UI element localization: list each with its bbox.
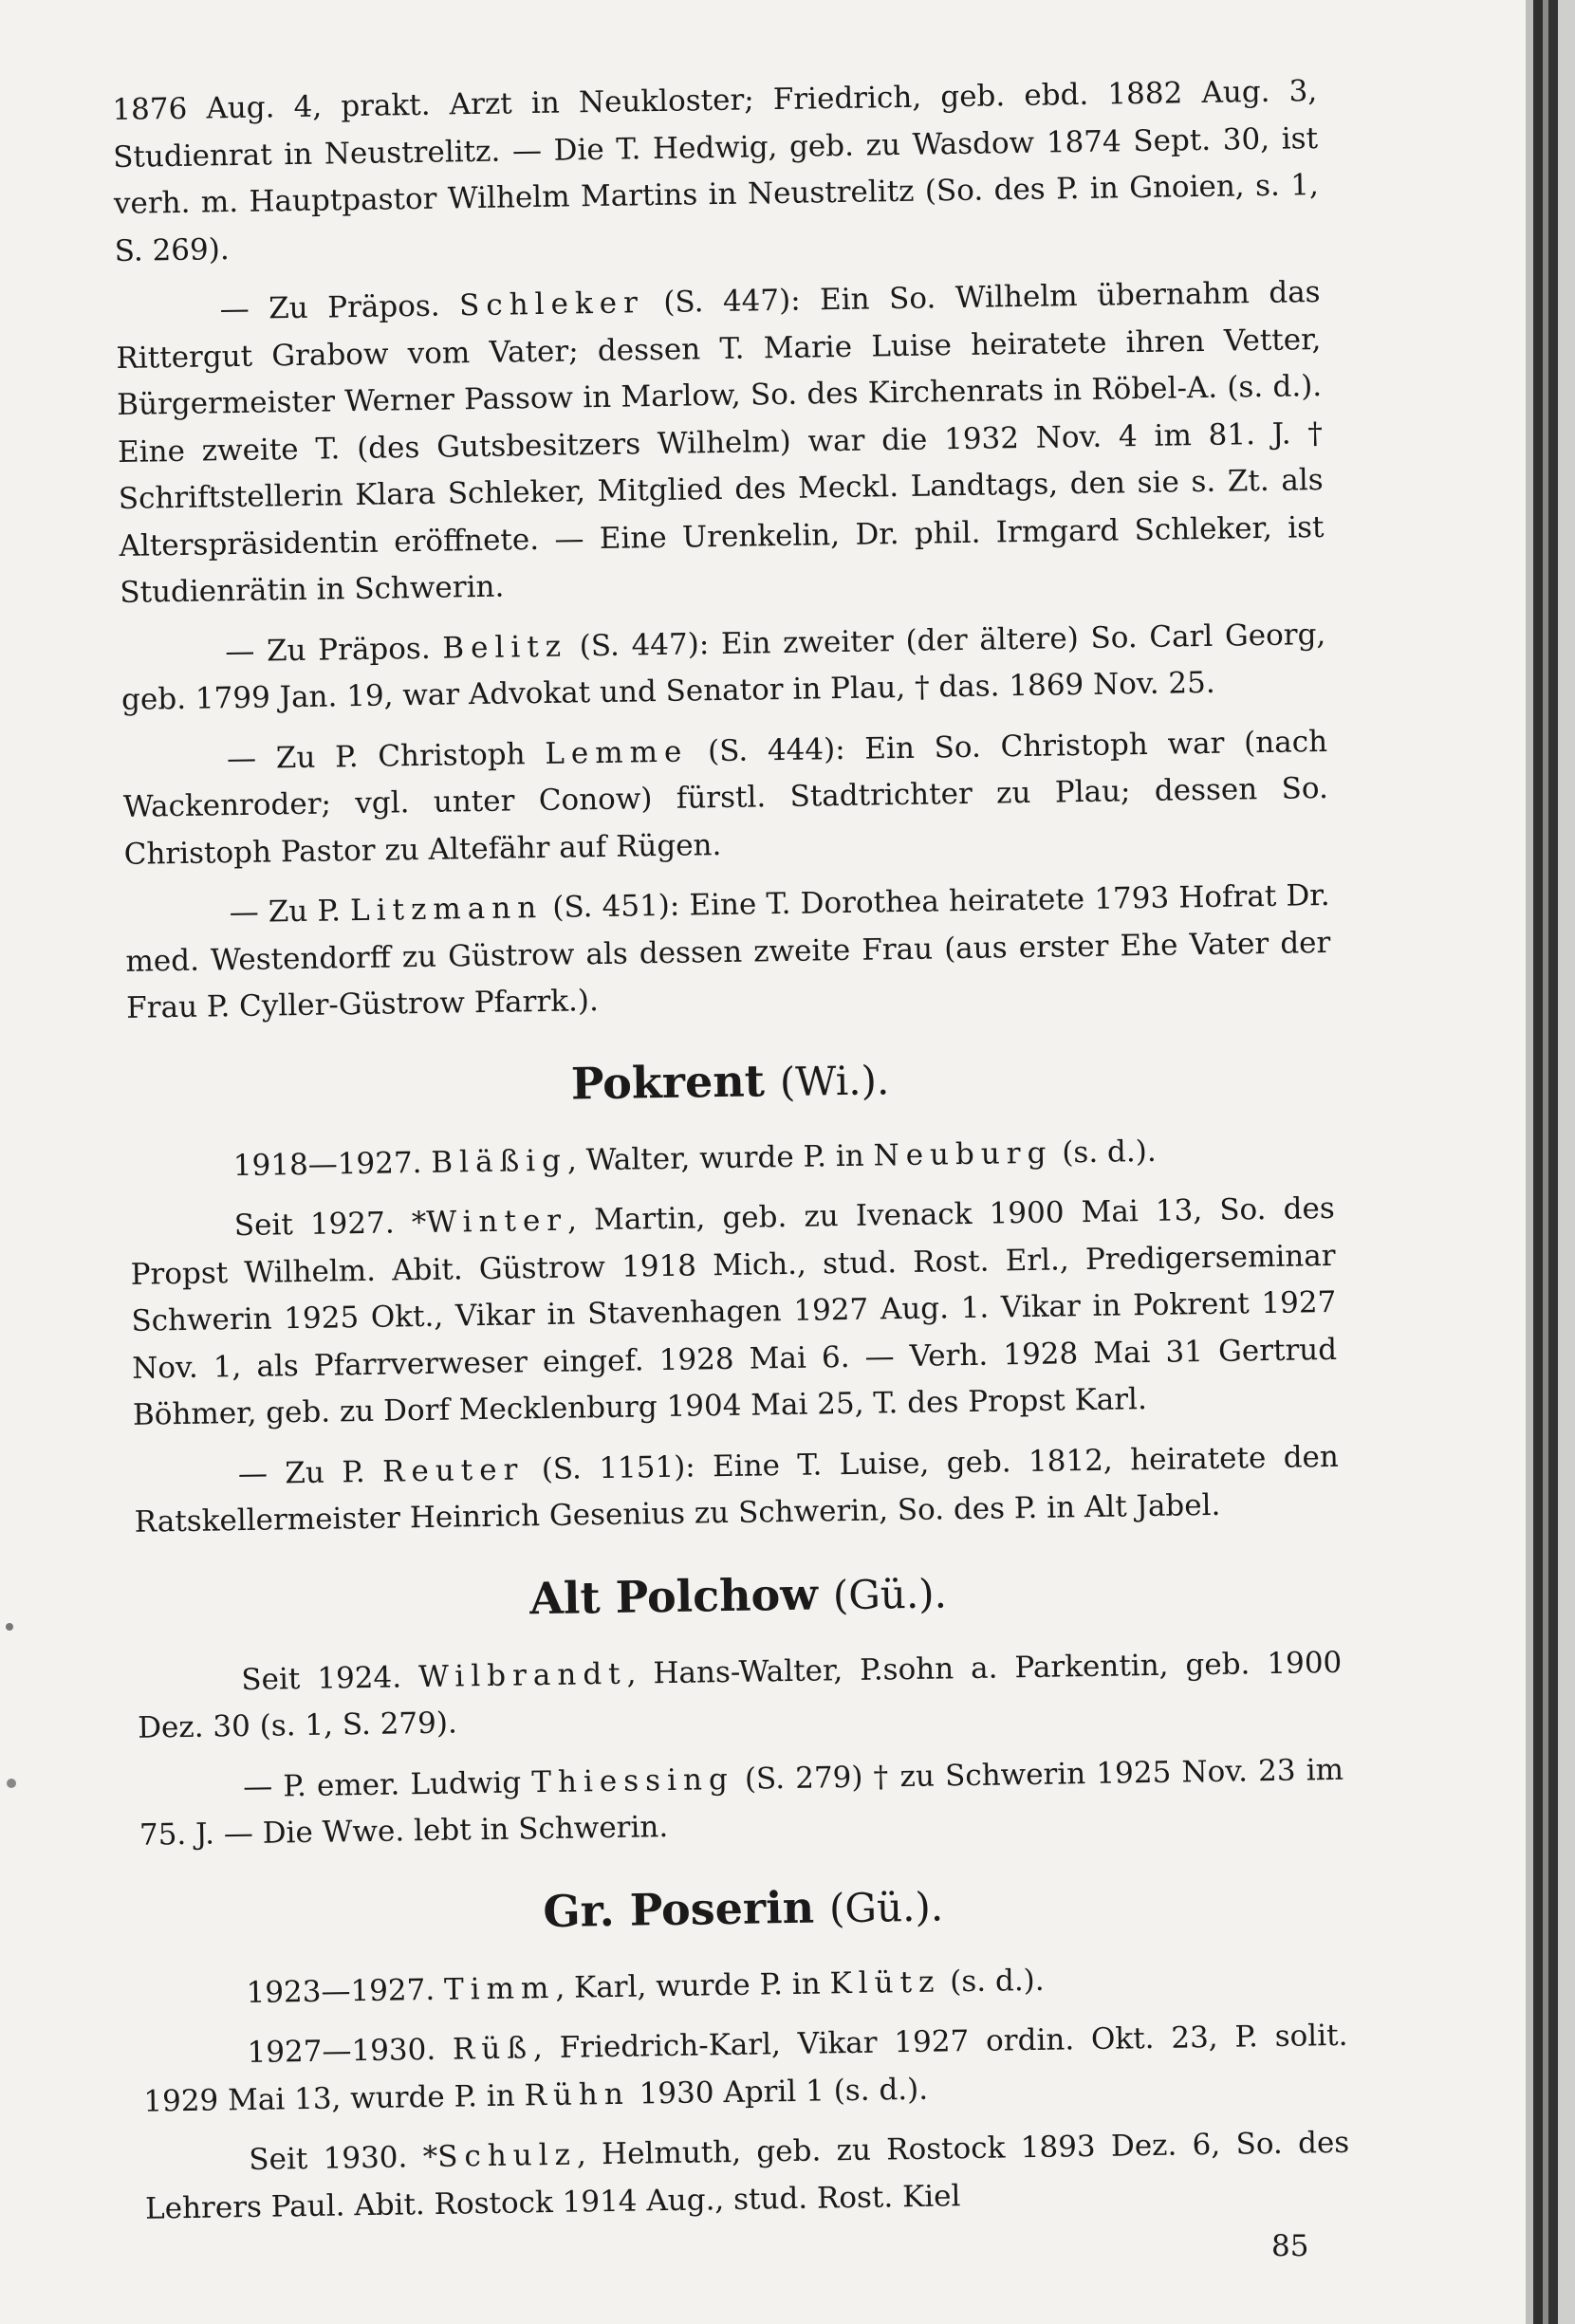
text-run: 1923—1927.	[246, 1972, 445, 2010]
text-run: 1876 Aug. 4, prakt. Arzt in Neukloster; Friedrich, geb. ebd. 1882 Aug. 3, Studienrat in Neustrelitz. — Die T. Hedwig, geb. zu Wasdow 1874 Sept. 30, ist verh. m. Hauptpastor Wilhelm Martins in Neustrelitz (So. des P. in Gnoien, s. 1, S. 269).	[112, 74, 1320, 268]
text-run: Seit 1924.	[241, 1659, 419, 1697]
text-run: — Zu P.	[237, 1454, 383, 1491]
text-run: (s. d.).	[940, 1963, 1045, 2000]
spaced-name: Klütz	[829, 1964, 941, 2001]
text-run: — Zu P. Christoph	[226, 736, 546, 776]
spaced-name: Neuburg	[873, 1135, 1053, 1173]
text-run: 1918—1927.	[232, 1145, 432, 1183]
text-run: (S. 447): Ein So. Wilhelm übernahm das Rittergut Grabow vom Vater; dessen T. Marie Luise heiratete ihren Vetter, Bürgermeister Werner Passow in Marlow, So. des Kirchenrats in Röbel-A. (s. d.). Eine zweite T. (des Gutsbesitzers Wilhelm) war die 1932 Nov. 4 im 81. J. † Schriftstellerin Klara Schleker, Mitglied des Meckl. Landtags, den sie s. Zt. als Alterspräsidentin eröffnete. — Eine Urenkelin, Dr. phil. Irmgard Schleker, ist Studienrätin in Schwerin.	[116, 275, 1325, 610]
text-run: 1927—1930.	[247, 2032, 454, 2071]
text-run: (S. 447): Ein zweiter (der ältere) So. Carl Georg, geb. 1799 Jan. 19, war Advokat und Senator in Plau, † das. 1869 Nov. 25.	[120, 617, 1326, 717]
spaced-name: Winter	[426, 1203, 568, 1240]
text-run: — Zu Präpos.	[225, 631, 443, 669]
spaced-name: Belitz	[442, 629, 568, 666]
text-run: (S. 279) † zu Schwerin 1925 Nov. 23 im 75. J. — Die Wwe. lebt in Schwerin.	[139, 1752, 1344, 1853]
spaced-name: Schulz	[436, 2137, 578, 2174]
text-run: (s. d.).	[1052, 1134, 1157, 1171]
spaced-name: Wilbrandt	[417, 1656, 627, 1694]
spaced-name: Reuter	[381, 1451, 525, 1489]
text-run: , Martin, geb. zu Ivenack 1900 Mai 13, So. des Propst Wilhelm. Abit. Güstrow 1918 Mich., stud. Rost. Erl., Predigerseminar Schwerin 1925 Okt., Vikar in Stavenhagen 1927 Aug. 1. Vikar in Pokrent 1927 Nov. 1, als Pfarrverweser eingef. 1928 Mai 6. — Verh. 1928 Mai 31 Gertrud Böhmer, geb. zu Dorf Mecklenburg 1904 Mai 25, T. des Propst Karl.	[130, 1190, 1338, 1432]
text-run: , Friedrich-Karl, Vikar 1927 ordin. Okt. 23, P. solit. 1929 Mai 13, wurde P. in	[143, 2018, 1348, 2119]
page-edge	[1558, 0, 1575, 2324]
heading-region: (Wi.).	[779, 1056, 890, 1105]
spaced-name: Thiessing	[531, 1761, 735, 1799]
text-run: , Karl, wurde P. in	[555, 1965, 830, 2005]
heading-name: Alt Polchow	[528, 1568, 819, 1624]
heading-region: (Gü.).	[828, 1882, 944, 1931]
text-run: , Hans-Walter, P.sohn a. Parkentin, geb. 1900 Dez. 30 (s. 1, S. 279).	[137, 1645, 1343, 1745]
spaced-name: Timm	[443, 1970, 556, 2007]
text-run: — Zu Präpos.	[219, 288, 460, 327]
spaced-name: Rühn	[524, 2076, 631, 2112]
text-run: — P. emer. Ludwig	[242, 1764, 532, 1804]
text-run: Seit 1927. *	[233, 1205, 427, 1244]
heading-region: (Gü.).	[832, 1569, 948, 1618]
page-edge	[1526, 0, 1533, 2324]
heading-name: Pokrent	[570, 1054, 766, 1110]
spaced-name: Bläßig	[431, 1143, 568, 1180]
text-run: , Helmuth, geb. zu Rostock 1893 Dez. 6, So. des Lehrers Paul. Abit. Rostock 1914 Aug., stud. Rost. Kiel	[144, 2125, 1350, 2226]
spaced-name: Schleker	[458, 286, 645, 323]
text-run: 1930 April 1 (s. d.).	[629, 2072, 929, 2112]
page-edge	[1548, 0, 1558, 2324]
text-run: (S. 1151): Eine T. Luise, geb. 1812, heiratete den Ratskellermeister Heinrich Gesenius zu Schwerin, So. des P. in Alt Jabel.	[134, 1439, 1340, 1540]
spaced-name: Litzmann	[349, 890, 544, 929]
spaced-name: Rüß	[452, 2031, 534, 2067]
text-run: , Walter, wurde P. in	[566, 1138, 874, 1178]
page-edge	[1533, 0, 1543, 2324]
page-number: 85	[1271, 2229, 1309, 2263]
text-run: (S. 444): Ein So. Christoph war (nach Wackenroder; vgl. unter Conow) fürstl. Stadtrichter zu Plau; dessen So. Christoph Pastor zu Altefähr auf Rügen.	[122, 724, 1329, 872]
text-run: (S. 451): Eine T. Dorothea heiratete 1793 Hofrat Dr. med. Westendorff zu Güstrow als dessen zweite Frau (aus erster Ehe Vater der Frau P. Cyller-Güstrow Pfarrk.).	[125, 877, 1331, 1025]
heading-name: Gr. Poserin	[542, 1881, 815, 1937]
spaced-name: Lemme	[545, 734, 689, 771]
text-run: Seit 1930. *	[249, 2139, 438, 2178]
text-run: — Zu P.	[229, 894, 351, 931]
